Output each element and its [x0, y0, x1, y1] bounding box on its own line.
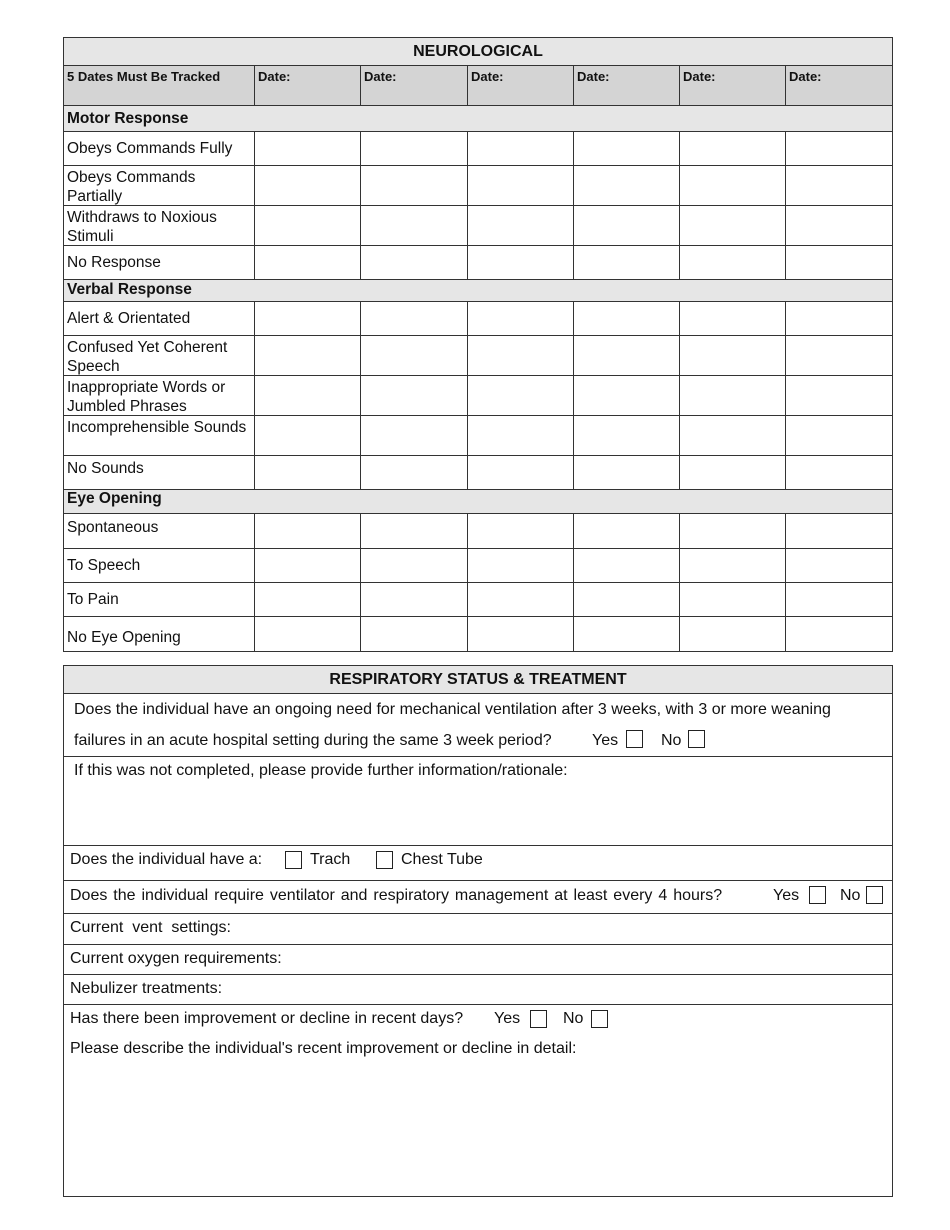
date-entry-cell-6[interactable]: [785, 246, 892, 279]
date-entry-cell-4[interactable]: [573, 302, 679, 335]
row-label: No Sounds: [67, 460, 144, 477]
row-label: Withdraws to Noxious Stimuli: [67, 209, 217, 245]
trach-checkbox[interactable]: [285, 851, 302, 869]
row-label: Confused Yet Coherent Speech: [67, 339, 228, 375]
date-entry-cell-4[interactable]: [573, 336, 679, 375]
date-entry-cell-4[interactable]: [573, 456, 679, 489]
date-header-2[interactable]: Date:: [360, 66, 467, 106]
date-entry-cell-2[interactable]: [360, 302, 467, 335]
row-label: Alert & Orientated: [67, 310, 191, 327]
management-yes-checkbox[interactable]: [809, 886, 826, 904]
nebulizer-input[interactable]: [244, 979, 883, 1001]
oxygen-row: [64, 945, 892, 975]
date-entry-cell-6[interactable]: [785, 456, 892, 489]
date-entry-cell-3[interactable]: [467, 583, 573, 616]
date-entry-cell-2[interactable]: [360, 336, 467, 375]
date-entry-cell-4[interactable]: [573, 514, 679, 548]
row-label: Incomprehensible Sounds: [67, 419, 247, 436]
date-entry-cell-1[interactable]: [254, 132, 360, 165]
date-entry-cell-2[interactable]: [360, 132, 467, 165]
date-entry-cell-4[interactable]: [573, 416, 679, 455]
date-entry-cell-1[interactable]: [254, 456, 360, 489]
row-label: Inappropriate Words or Jumbled Phrases: [67, 379, 226, 415]
improvement-no-checkbox[interactable]: [591, 1010, 608, 1028]
row-label: Obeys Commands Partially: [67, 169, 196, 205]
date-entry-cell-1[interactable]: [254, 514, 360, 548]
date-entry-cell-2[interactable]: [360, 166, 467, 205]
date-entry-cell-2[interactable]: [360, 376, 467, 415]
dates-tracked-header: 5 Dates Must Be Tracked: [64, 66, 254, 106]
date-entry-cell-6[interactable]: [785, 617, 892, 651]
date-entry-cell-2[interactable]: [360, 246, 467, 279]
ventilation-question-line2: failures in an acute hospital setting during the same 3 week period?: [74, 732, 552, 749]
ventilation-no-checkbox[interactable]: [688, 730, 705, 748]
neurological-title: NEUROLOGICAL: [64, 38, 892, 66]
date-entry-cell-6[interactable]: [785, 514, 892, 548]
date-entry-cell-4[interactable]: [573, 583, 679, 616]
rationale-label: If this was not completed, please provide further information/rationale:: [74, 762, 568, 779]
date-entry-cell-6[interactable]: [785, 132, 892, 165]
row-label: To Speech: [67, 557, 141, 574]
date-entry-cell-4[interactable]: [573, 206, 679, 245]
table-row: [64, 514, 892, 549]
date-entry-cell-5[interactable]: [679, 416, 785, 455]
date-entry-cell-1[interactable]: [254, 376, 360, 415]
table-row: [64, 456, 892, 490]
date-entry-cell-3[interactable]: [467, 336, 573, 375]
table-row: [64, 336, 892, 376]
nebulizer-row: [64, 975, 892, 1005]
row-label: No Eye Opening: [67, 628, 181, 646]
date-entry-cell-5[interactable]: [679, 246, 785, 279]
date-header-5[interactable]: Date:: [679, 66, 785, 106]
ventilation-question-line1: Does the individual have an ongoing need for mechanical ventilation after 3 weeks, with 3 or more weaning: [74, 701, 831, 718]
neurological-table: [63, 37, 893, 652]
table-row: [64, 549, 892, 583]
date-entry-cell-6[interactable]: [785, 206, 892, 245]
row-label: Obeys Commands Fully: [67, 140, 233, 157]
table-row: [64, 416, 892, 456]
date-entry-cell-5[interactable]: [679, 132, 785, 165]
rationale-input[interactable]: [72, 785, 886, 843]
row-label: No Response: [67, 254, 161, 271]
date-entry-cell-2[interactable]: [360, 514, 467, 548]
respiratory-section: [63, 665, 893, 1197]
table-row: [64, 166, 892, 206]
date-entry-cell-1[interactable]: [254, 617, 360, 651]
oxygen-input[interactable]: [304, 949, 883, 971]
date-entry-cell-5[interactable]: [679, 583, 785, 616]
date-entry-cell-6[interactable]: [785, 376, 892, 415]
table-row: [64, 302, 892, 336]
describe-input[interactable]: [70, 1065, 886, 1193]
date-entry-cell-1[interactable]: [254, 416, 360, 455]
nebulizer-label: Nebulizer treatments:: [70, 980, 223, 997]
date-entry-cell-4[interactable]: [573, 617, 679, 651]
ventilation-question-row: [64, 694, 892, 757]
date-entry-cell-2[interactable]: [360, 206, 467, 245]
improvement-yes-checkbox[interactable]: [530, 1010, 547, 1028]
date-entry-cell-3[interactable]: [467, 302, 573, 335]
date-header-4[interactable]: Date:: [573, 66, 679, 106]
date-entry-cell-4[interactable]: [573, 132, 679, 165]
date-entry-cell-3[interactable]: [467, 132, 573, 165]
date-entry-cell-1[interactable]: [254, 166, 360, 205]
rationale-row: [64, 757, 892, 846]
row-label: Spontaneous: [67, 519, 159, 536]
table-row: [64, 376, 892, 416]
vent-settings-label: Current vent settings:: [70, 919, 231, 936]
date-entry-cell-3[interactable]: [467, 206, 573, 245]
date-entry-cell-5[interactable]: [679, 514, 785, 548]
verbal-response-section: Verbal Response: [64, 280, 892, 302]
date-entry-cell-2[interactable]: [360, 416, 467, 455]
table-row: [64, 583, 892, 617]
date-entry-cell-2[interactable]: [360, 456, 467, 489]
no-label: No: [840, 887, 861, 904]
date-entry-cell-6[interactable]: [785, 583, 892, 616]
date-entry-cell-4[interactable]: [573, 549, 679, 582]
yes-label: Yes: [592, 732, 619, 749]
date-entry-cell-5[interactable]: [679, 336, 785, 375]
date-entry-cell-3[interactable]: [467, 617, 573, 651]
date-entry-cell-3[interactable]: [467, 514, 573, 548]
date-entry-cell-6[interactable]: [785, 302, 892, 335]
chest-tube-checkbox[interactable]: [376, 851, 393, 869]
date-entry-cell-6[interactable]: [785, 416, 892, 455]
date-entry-cell-4[interactable]: [573, 166, 679, 205]
eye-opening-section: Eye Opening: [64, 490, 892, 514]
table-row: [64, 132, 892, 166]
chest-tube-label: Chest Tube: [401, 851, 483, 868]
date-entry-cell-1[interactable]: [254, 549, 360, 582]
date-entry-cell-3[interactable]: [467, 166, 573, 205]
date-entry-cell-3[interactable]: [467, 376, 573, 415]
vent-settings-input[interactable]: [249, 918, 883, 940]
date-entry-cell-6[interactable]: [785, 166, 892, 205]
no-label: No: [563, 1010, 584, 1027]
table-row: [64, 617, 892, 651]
vent-settings-row: [64, 914, 892, 945]
row-label: To Pain: [67, 591, 119, 608]
date-entry-cell-1[interactable]: [254, 336, 360, 375]
date-entry-cell-4[interactable]: [573, 376, 679, 415]
yes-label: Yes: [773, 887, 800, 904]
management-question: Does the individual require ventilator and respiratory management at least every 4 hours?: [70, 887, 723, 904]
table-row: [64, 246, 892, 280]
no-label: No: [661, 732, 682, 749]
describe-label: Please describe the individual's recent improvement or decline in detail:: [70, 1040, 577, 1057]
oxygen-label: Current oxygen requirements:: [70, 950, 282, 967]
date-entry-cell-2[interactable]: [360, 583, 467, 616]
date-entry-cell-5[interactable]: [679, 302, 785, 335]
date-entry-cell-3[interactable]: [467, 549, 573, 582]
date-entry-cell-1[interactable]: [254, 583, 360, 616]
date-entry-cell-1[interactable]: [254, 206, 360, 245]
date-header-3[interactable]: Date:: [467, 66, 573, 106]
date-entry-cell-2[interactable]: [360, 549, 467, 582]
date-entry-cell-1[interactable]: [254, 246, 360, 279]
date-entry-cell-3[interactable]: [467, 456, 573, 489]
improvement-question: Has there been improvement or decline in recent days?: [70, 1010, 464, 1027]
management-no-checkbox[interactable]: [866, 886, 883, 904]
date-entry-cell-3[interactable]: [467, 416, 573, 455]
respiratory-title: RESPIRATORY STATUS & TREATMENT: [64, 666, 892, 694]
date-entry-cell-5[interactable]: [679, 549, 785, 582]
date-entry-cell-6[interactable]: [785, 549, 892, 582]
date-entry-cell-5[interactable]: [679, 376, 785, 415]
date-header-6[interactable]: Date:: [785, 66, 892, 106]
date-entry-cell-6[interactable]: [785, 336, 892, 375]
date-entry-cell-5[interactable]: [679, 166, 785, 205]
date-entry-cell-1[interactable]: [254, 302, 360, 335]
date-entry-cell-5[interactable]: [679, 617, 785, 651]
date-entry-cell-2[interactable]: [360, 617, 467, 651]
date-entry-cell-4[interactable]: [573, 246, 679, 279]
device-label: Does the individual have a:: [70, 851, 263, 868]
date-entry-cell-5[interactable]: [679, 456, 785, 489]
table-row: [64, 206, 892, 246]
management-row: [64, 881, 892, 914]
device-row: [64, 846, 892, 881]
date-entry-cell-3[interactable]: [467, 246, 573, 279]
motor-response-section: Motor Response: [64, 106, 892, 132]
ventilation-yes-checkbox[interactable]: [626, 730, 643, 748]
improvement-row: [64, 1005, 892, 1196]
yes-label: Yes: [494, 1010, 521, 1027]
date-header-1[interactable]: Date:: [254, 66, 360, 106]
trach-label: Trach: [310, 851, 351, 868]
date-entry-cell-5[interactable]: [679, 206, 785, 245]
